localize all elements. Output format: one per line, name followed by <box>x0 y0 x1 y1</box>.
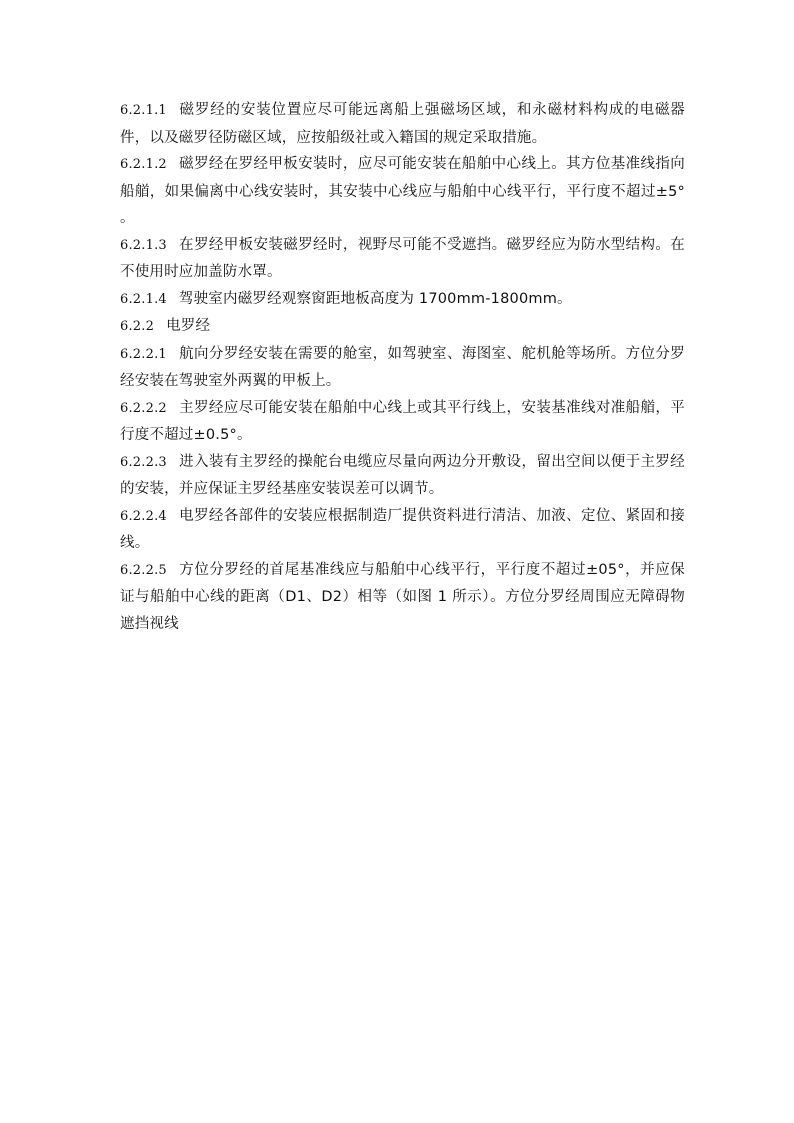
clause-number: 6.2.2.2 <box>120 400 167 416</box>
clause-number: 6.2.2.4 <box>120 508 167 524</box>
clause-text: 电罗经各部件的安装应根据制造厂提供资料进行清洁、加液、定位、紧固和接线。 <box>120 507 685 551</box>
clause-text: 方位分罗经的首尾基准线应与船舶中心线平行，平行度不超过±05°，并应保证与船舶中心线的距离（D1、D2）相等（如图 1 所示）。方位分罗经周围应无障碍物遮挡视线 <box>120 561 685 632</box>
clause-text: 进入装有主罗经的操舵台电缆应尽量向两边分开敷设，留出空间以便于主罗经的安装，并应保证主罗经基座安装误差可以调节。 <box>120 453 685 497</box>
section-title: 电罗经 <box>166 318 211 334</box>
clause-number: 6.2.1.1 <box>120 103 167 118</box>
clause-text: 航向分罗经安装在需要的舱室，如驾驶室、海图室、舵机舱等场所。方位分罗经安装在驾驶室外两翼的甲板上。 <box>120 345 685 389</box>
paragraph-6-2-1-2 <box>120 151 685 232</box>
clause-number: 6.2.2.3 <box>120 454 167 470</box>
clause-text: 在罗经甲板安装磁罗经时，视野尽可能不受遮挡。磁罗经应为防水型结构。在不使用时应加盖防水罩。 <box>120 236 685 280</box>
clause-text: 磁罗经的安装位置应尽可能远离船上强磁场区域，和永磁材料构成的电磁器件，以及磁罗径防磁区域，应按船级社或入籍国的规定采取措施。 <box>120 102 685 146</box>
paragraph-6-2-2-4 <box>120 503 685 557</box>
paragraph-6-2-2-1 <box>120 341 685 395</box>
paragraph-6-2-1-1 <box>120 97 685 151</box>
paragraph-6-2-1-4 <box>120 286 685 314</box>
paragraph-6-2-2-5 <box>120 557 685 638</box>
paragraph-6-2-2-3 <box>120 449 685 503</box>
paragraph-6-2-1-3 <box>120 232 685 286</box>
clause-number: 6.2.2.5 <box>120 562 167 578</box>
clause-text: 磁罗经在罗经甲板安装时，应尽可能安装在船舶中心线上。其方位基准线指向船艏，如果偏离中心线安装时，其安装中心线应与船舶中心线平行，平行度不超过±5° 。 <box>120 156 685 226</box>
clause-number: 6.2.1.3 <box>120 237 167 253</box>
section-number: 6.2.2 <box>120 319 155 334</box>
document-body <box>120 97 685 637</box>
clause-number: 6.2.2.1 <box>120 346 167 362</box>
clause-number: 6.2.1.4 <box>120 291 167 307</box>
clause-text: 驾驶室内磁罗经观察窗距地板高度为 1700mm-1800mm。 <box>178 290 572 307</box>
section-heading-6-2-2 <box>120 313 685 341</box>
clause-text: 主罗经应尽可能安装在船舶中心线上或其平行线上，安装基准线对准船艏，平行度不超过±0.5°。 <box>120 399 685 443</box>
paragraph-6-2-2-2 <box>120 395 685 449</box>
clause-number: 6.2.1.2 <box>120 157 167 172</box>
